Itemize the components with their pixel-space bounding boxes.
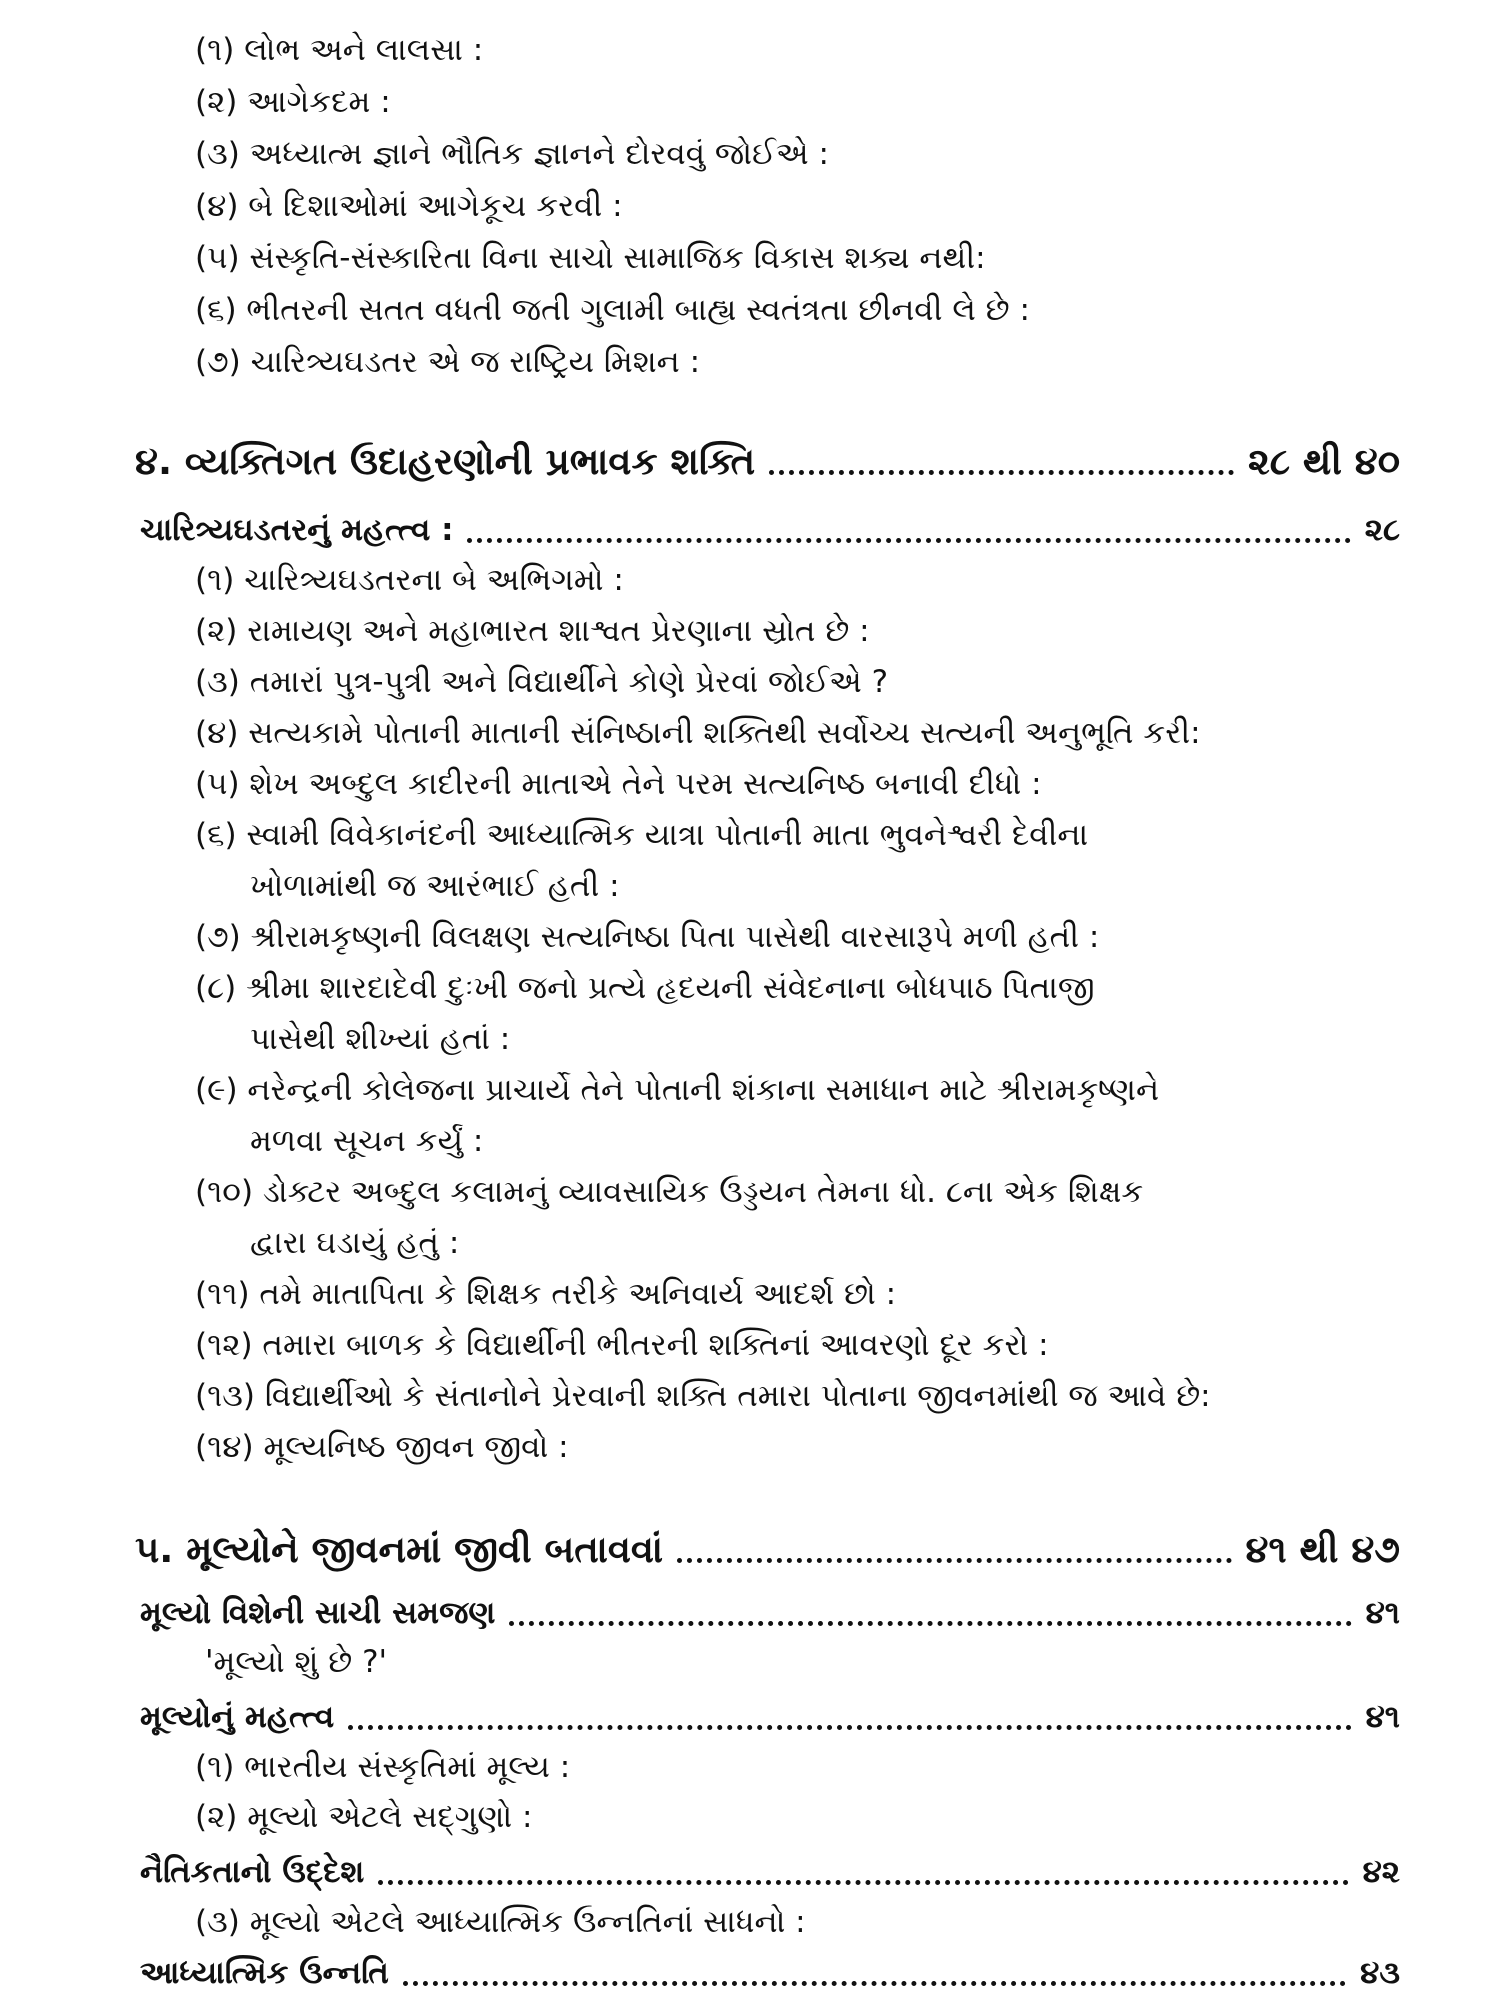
leader-dots	[348, 1725, 1351, 1730]
toc-item: (૬) ભીતરની સતત વધતી જતી ગુલામી બાહ્ય સ્વતંત્રતા છીનવી લે છે :	[195, 292, 1030, 328]
toc-item-continued: પાસેથી શીખ્યાં હતાં :	[250, 1021, 511, 1057]
subheading-title: આધ્યાત્મિક ઉન્નતિ	[140, 1954, 389, 1991]
toc-item: (૧૪) મૂલ્યનિષ્ઠ જીવન જીવો :	[195, 1429, 569, 1465]
toc-item: (૫) શેખ અબ્દુલ કાદીરની માતાએ તેને પરમ સત્યનિષ્ઠ બનાવી દીધો :	[195, 766, 1042, 802]
toc-item: (૧) લોભ અને લાલસા :	[195, 32, 484, 68]
toc-item: (૧૧) તમે માતાપિતા કે શિક્ષક તરીકે અનિવાર્ય આદર્શ છો :	[195, 1276, 897, 1312]
toc-item: (૧૦) ડોક્ટર અબ્દુલ કલામનું વ્યાવસાયિક ઉડ્ડયન તેમના ધો. ૮ના એક શિક્ષક	[195, 1174, 1144, 1210]
toc-item: (૧) ચારિત્ર્યઘડતરના બે અભિગમો :	[195, 562, 624, 598]
toc-item: (૪) બે દિશાઓમાં આગેકૂચ કરવી :	[195, 188, 623, 224]
toc-item: (૩) અધ્યાત્મ જ્ઞાને ભૌતિક જ્ઞાનને દોરવવું જોઈએ :	[195, 136, 829, 172]
leader-dots	[403, 1981, 1346, 1986]
toc-item: (૭) ચારિત્ર્યઘડતર એ જ રાષ્ટ્રિય મિશન :	[195, 344, 701, 380]
toc-item-continued: દ્વારા ઘડાયું હતું :	[250, 1225, 460, 1261]
toc-item: (૩) તમારાં પુત્ર-પુત્રી અને વિદ્યાર્થીને કોણે પ્રેરવાં જોઈએ ?	[195, 664, 889, 700]
subheading-title: ચારિત્ર્યઘડતરનું મહત્ત્વ :	[140, 511, 454, 548]
subheading-title: નૈતિકતાનો ઉદ્દેશ	[140, 1853, 365, 1890]
chapter-title: ૫. મૂલ્યોને જીવનમાં જીવી બતાવવાં	[135, 1528, 664, 1571]
subheading	[140, 1948, 1400, 1998]
toc-item: (૭) શ્રીરામકૃષ્ણની વિલક્ષણ સત્યનિષ્ઠા પિતા પાસેથી વારસારૂપે મળી હતી :	[195, 919, 1100, 955]
toc-item: (૬) સ્વામી વિવેકાનંદની આધ્યાત્મિક યાત્રા પોતાની માતા ભુવનેશ્વરી દેવીના	[195, 817, 1089, 853]
subheading-page: ૨૮	[1364, 511, 1400, 548]
chapter-pages: ૪૧ થી ૪૭	[1245, 1528, 1400, 1571]
chapter-pages: ૨૮ થી ૪૦	[1247, 440, 1400, 483]
toc-item: (૧૨) તમારા બાળક કે વિદ્યાર્થીની ભીતરની શક્તિનાં આવરણો દૂર કરો :	[195, 1327, 1049, 1363]
toc-item: (૮) શ્રીમા શારદાદેવી દુઃખી જનો પ્રત્યે હૃદયની સંવેદનાના બોધપાઠ પિતાજી	[195, 970, 1095, 1006]
subheading	[140, 505, 1400, 555]
subheading-title: મૂલ્યોનું મહત્ત્વ	[140, 1698, 335, 1735]
toc-item: (૨) રામાયણ અને મહાભારત શાશ્વત પ્રેરણાના સ્રોત છે :	[195, 613, 870, 649]
subheading-page: ૪૩	[1360, 1954, 1400, 1991]
chapter-title: ૪. વ્યક્તિગત ઉદાહરણોની પ્રભાવક શક્તિ	[135, 440, 756, 483]
toc-item: (૪) સત્યકામે પોતાની માતાની સંનિષ્ઠાની શક્તિથી સર્વોચ્ચ સત્યની અનુભૂતિ કરી:	[195, 715, 1201, 751]
subheading	[140, 1588, 1400, 1638]
subheading	[140, 1692, 1400, 1742]
toc-item: (૧૩) વિદ્યાર્થીઓ કે સંતાનોને પ્રેરવાની શક્તિ તમારા પોતાના જીવનમાંથી જ આવે છે:	[195, 1378, 1211, 1414]
toc-item: (૯) નરેન્દ્રની કોલેજના પ્રાચાર્યે તેને પોતાની શંકાના સમાધાન માટે શ્રીરામકૃષ્ણને	[195, 1072, 1160, 1108]
subheading-title: મૂલ્યો વિશેની સાચી સમજણ	[140, 1594, 496, 1631]
leader-dots	[378, 1880, 1348, 1885]
toc-item: (૨) મૂલ્યો એટલે સદ્ગુણો :	[195, 1799, 533, 1835]
toc-item: (૫) સંસ્કૃતિ-સંસ્કારિતા વિના સાચો સામાજિક વિકાસ શક્ય નથી:	[195, 240, 986, 276]
chapter-5-heading	[135, 1520, 1400, 1580]
toc-item: (૨) આગેકદમ :	[195, 84, 391, 120]
toc-item: (૩) મૂલ્યો એટલે આધ્યાત્મિક ઉન્નતિનાં સાધનો :	[195, 1904, 806, 1940]
leader-dots	[769, 470, 1234, 475]
leader-dots	[677, 1558, 1232, 1563]
quote-text: 'મૂલ્યો શું છે ?'	[205, 1644, 388, 1680]
subheading	[140, 1847, 1400, 1897]
leader-dots	[509, 1621, 1351, 1626]
subheading-page: ૪૨	[1362, 1853, 1400, 1890]
toc-item: (૧) ભારતીય સંસ્કૃતિમાં મૂલ્ય :	[195, 1749, 571, 1785]
leader-dots	[467, 538, 1350, 543]
toc-item-continued: મળવા સૂચન કર્યું :	[250, 1123, 484, 1159]
subheading-page: ૪૧	[1365, 1594, 1400, 1631]
chapter-4-heading	[135, 432, 1400, 492]
subheading-page: ૪૧	[1365, 1698, 1400, 1735]
toc-item-continued: ખોળામાંથી જ આરંભાઈ હતી :	[250, 868, 620, 904]
